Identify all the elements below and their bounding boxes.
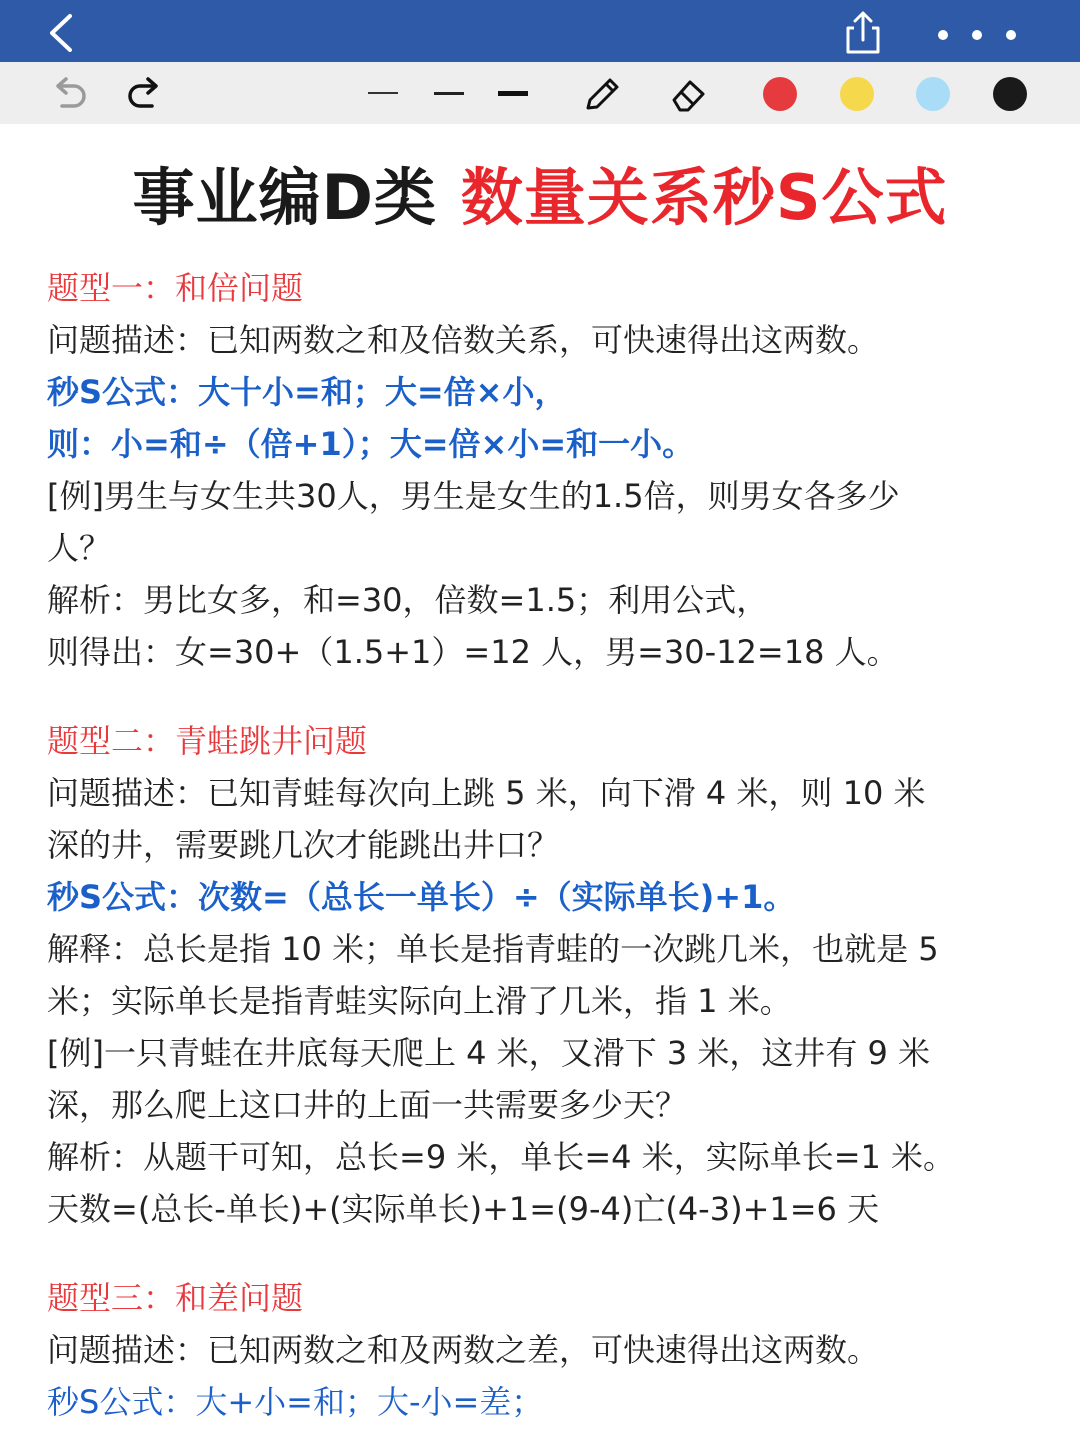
section-gap bbox=[47, 678, 1042, 715]
more-dots-icon bbox=[928, 14, 1028, 54]
top-nav-bar bbox=[0, 0, 1080, 62]
blue-color-swatch[interactable] bbox=[916, 77, 950, 111]
black-color-swatch[interactable] bbox=[993, 77, 1027, 111]
redo-button[interactable] bbox=[124, 72, 168, 116]
pencil-button[interactable] bbox=[580, 72, 624, 116]
undo-button[interactable] bbox=[46, 72, 90, 116]
redo-icon bbox=[124, 72, 168, 116]
more-button[interactable] bbox=[928, 14, 1028, 54]
chevron-left-icon bbox=[38, 10, 84, 56]
formula-line: 则：小=和÷（倍+1）；大=倍×小=和一小。 bbox=[47, 425, 695, 463]
medium-line-tool[interactable] bbox=[434, 92, 464, 95]
section-heading: 题型二：青蛙跳井问题 bbox=[47, 722, 368, 760]
formula-line: 秒S公式：次数=（总长一单长）÷（实际单长)+1。 bbox=[47, 878, 796, 916]
section-heading: 题型一：和倍问题 bbox=[47, 269, 304, 307]
thick-line-tool[interactable] bbox=[498, 91, 528, 96]
title-red-part: 数量关系秒S公式 bbox=[460, 161, 948, 234]
text-line: 深的井，需要跳几次才能跳出井口？ bbox=[47, 826, 560, 864]
title-black-part: 事业编D类 bbox=[132, 161, 437, 234]
section-gap bbox=[47, 1235, 1042, 1272]
text-line: 问题描述：已知青蛙每次向上跳 5 米，向下滑 4 米，则 10 米 bbox=[47, 774, 926, 812]
share-icon bbox=[838, 8, 888, 58]
text-line: 解析：男比女多，和=30，倍数=1.5；利用公式， bbox=[47, 581, 769, 619]
text-line: 人？ bbox=[47, 529, 112, 567]
text-line: 则得出：女=30+（1.5+1）=12 人，男=30-12=18 人。 bbox=[47, 633, 899, 671]
text-line: 米；实际单长是指青蛙实际向上滑了几米，指 1 米。 bbox=[47, 982, 792, 1020]
text-line: 问题描述：已知两数之和及两数之差，可快速得出这两数。 bbox=[47, 1331, 880, 1369]
eraser-button[interactable] bbox=[666, 72, 710, 116]
text-line: [例]男生与女生共30人，男生是女生的1.5倍，则男女各多少 bbox=[47, 477, 900, 515]
formula-line: 秒S公式：大十小=和；大=倍×小， bbox=[47, 373, 567, 411]
yellow-color-swatch[interactable] bbox=[840, 77, 874, 111]
text-line: 解释：总长是指 10 米；单长是指青蛙的一次跳几米，也就是 5 bbox=[47, 930, 939, 968]
share-button[interactable] bbox=[838, 8, 888, 58]
document-page bbox=[0, 124, 1080, 1443]
text-line: [例]一只青蛙在井底每天爬上 4 米，又滑下 3 米，这井有 9 米 bbox=[47, 1034, 931, 1072]
red-color-swatch[interactable] bbox=[763, 77, 797, 111]
eraser-icon bbox=[666, 72, 710, 116]
pencil-icon bbox=[580, 72, 624, 116]
text-line: 天数=(总长-单长)+(实际单长)+1=(9-4)亡(4-3)+1=6 天 bbox=[47, 1190, 880, 1228]
text-line: 深，那么爬上这口井的上面一共需要多少天？ bbox=[47, 1086, 688, 1124]
document-content bbox=[47, 262, 1042, 1428]
section-heading: 题型三：和差问题 bbox=[47, 1279, 304, 1317]
text-line: 问题描述：已知两数之和及倍数关系，可快速得出这两数。 bbox=[47, 321, 880, 359]
undo-icon bbox=[46, 72, 90, 116]
formula-line: 秒S公式：大+小=和；大-小=差； bbox=[47, 1383, 544, 1421]
thin-line-tool[interactable] bbox=[368, 92, 398, 94]
page-title bbox=[0, 160, 1080, 236]
back-button[interactable] bbox=[38, 10, 84, 56]
text-line: 解析：从题干可知，总长=9 米，单长=4 米，实际单长=1 米。 bbox=[47, 1138, 956, 1176]
